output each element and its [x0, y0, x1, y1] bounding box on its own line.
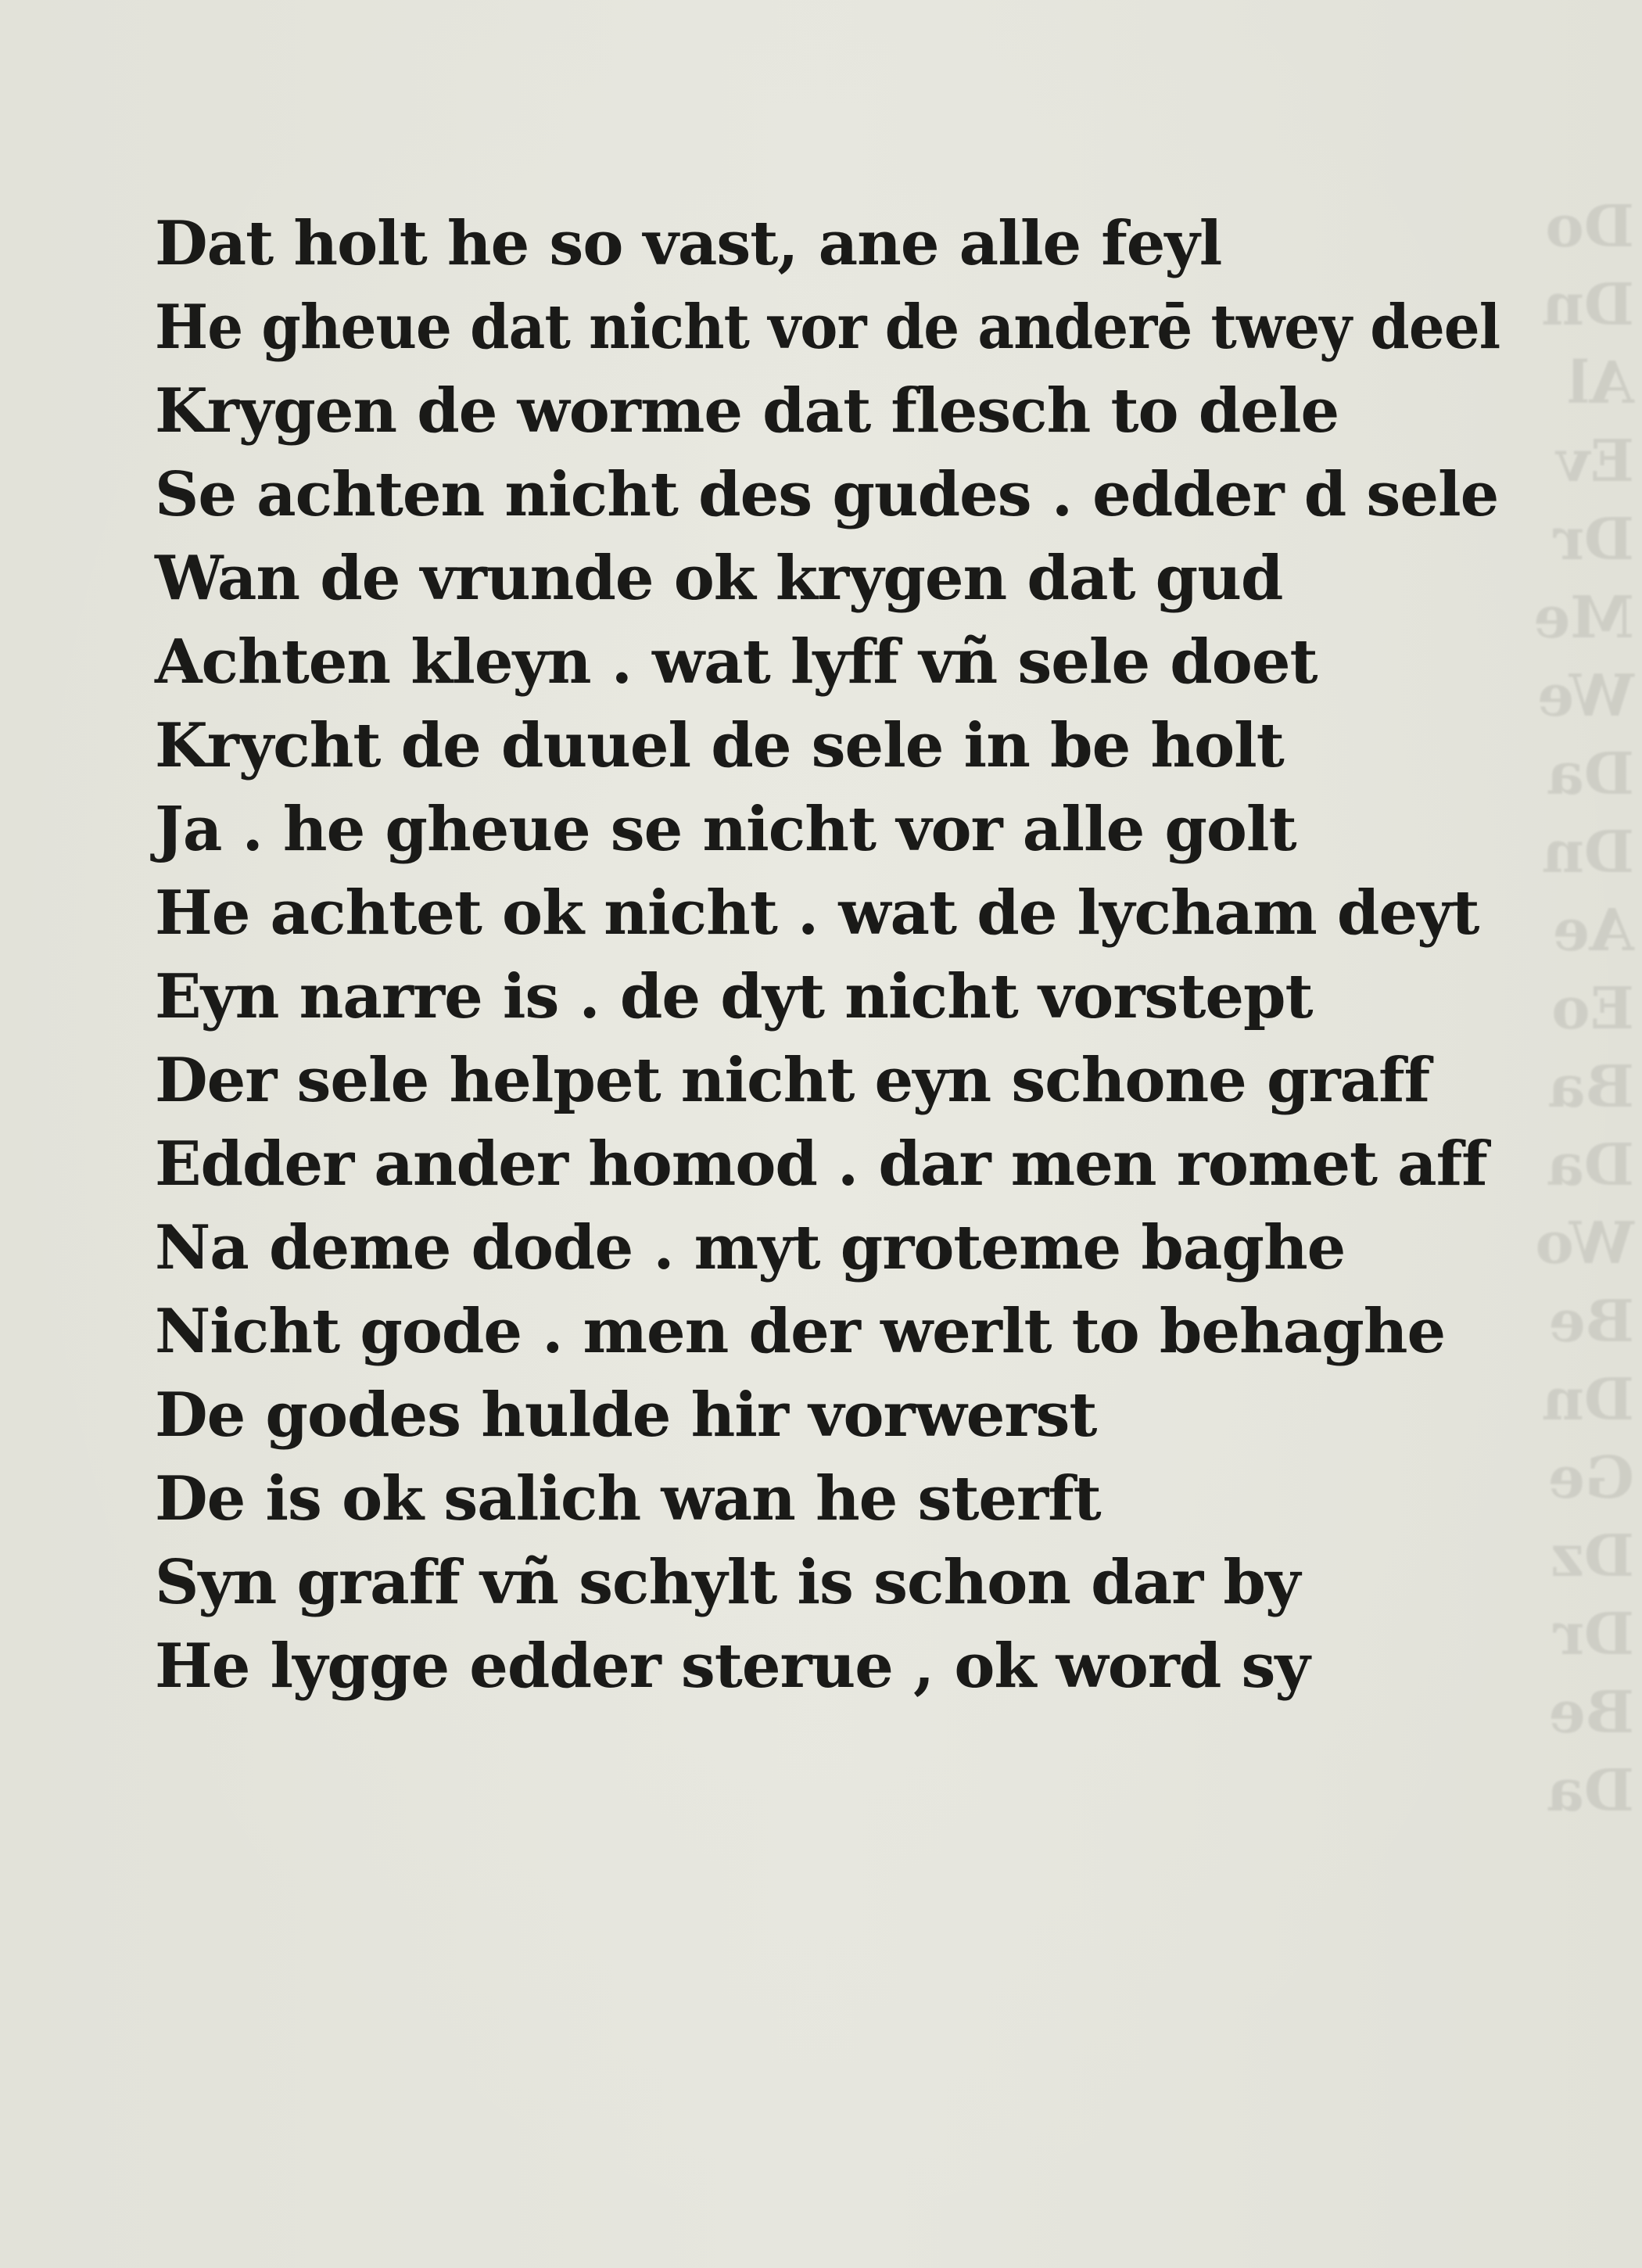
- show-through-line: Dz: [1551, 1523, 1634, 1590]
- verse-line-18: He lygge edder sterue , ok word sy: [155, 1631, 1310, 1702]
- verse-line-13: Na deme dode . myt groteme baghe: [155, 1212, 1346, 1283]
- show-through-line: Ge: [1547, 1444, 1634, 1512]
- verse-line-15: De godes hulde hir vorwerst: [155, 1380, 1097, 1451]
- verse-line-11: Der sele helpet nicht eyn schone graff: [155, 1045, 1430, 1116]
- show-through-line: Eo: [1551, 975, 1634, 1042]
- verse-line-4: Se achten nicht des gudes . edder d sele: [155, 459, 1499, 530]
- show-through-line: Dn: [1542, 819, 1634, 886]
- show-through-line: Me: [1533, 584, 1634, 651]
- verse-line-3: Krygen de worme dat flesch to dele: [155, 375, 1339, 447]
- show-through-line: Do: [1545, 193, 1634, 260]
- verse-line-12: Edder ander homod . dar men romet aff: [155, 1129, 1487, 1200]
- show-through-line: Dn: [1542, 271, 1634, 339]
- verse-line-16: De is ok salich wan he sterft: [155, 1463, 1101, 1534]
- verse-line-14: Nicht gode . men der werlt to behaghe: [155, 1296, 1446, 1367]
- show-through-line: Al: [1567, 350, 1634, 417]
- verse-line-2: He gheue dat nicht vor de anderē twey deel: [155, 292, 1500, 363]
- show-through-line: Dr: [1553, 1601, 1634, 1668]
- verse-line-7: Krycht de duuel de sele in be holt: [155, 710, 1284, 781]
- show-through-line: Da: [1546, 1132, 1634, 1199]
- show-through-line: We: [1536, 662, 1634, 730]
- verse-line-17: Syn graff vñ schylt is schon dar by: [155, 1547, 1300, 1618]
- show-through-line: Ba: [1547, 1053, 1634, 1121]
- show-through-line: Ae: [1552, 897, 1634, 964]
- show-through-line: Be: [1548, 1288, 1634, 1355]
- show-through-line: Be: [1548, 1679, 1634, 1746]
- verse-line-5: Wan de vrunde ok krygen dat gud: [155, 543, 1283, 614]
- show-through-line: Ev: [1556, 428, 1634, 495]
- verse-line-9: He achtet ok nicht . wat de lycham deyt: [155, 877, 1479, 949]
- verse-line-8: Ja . he gheue se nicht vor alle golt: [155, 794, 1296, 865]
- show-through-line: Da: [1546, 741, 1634, 808]
- verse-text: [155, 202, 1500, 1708]
- show-through-line: Dn: [1542, 1366, 1634, 1434]
- verse-line-6: Achten kleyn . wat lyff vñ sele doet: [155, 626, 1318, 698]
- show-through-line: Da: [1546, 1757, 1634, 1825]
- verse-line-1: Dat holt he so vast, ane alle feyl: [155, 208, 1222, 279]
- verse-line-10: Eyn narre is . de dyt nicht vorstept: [155, 961, 1313, 1032]
- show-through-line: Wo: [1535, 1210, 1634, 1277]
- show-through-line: Dr: [1553, 506, 1634, 573]
